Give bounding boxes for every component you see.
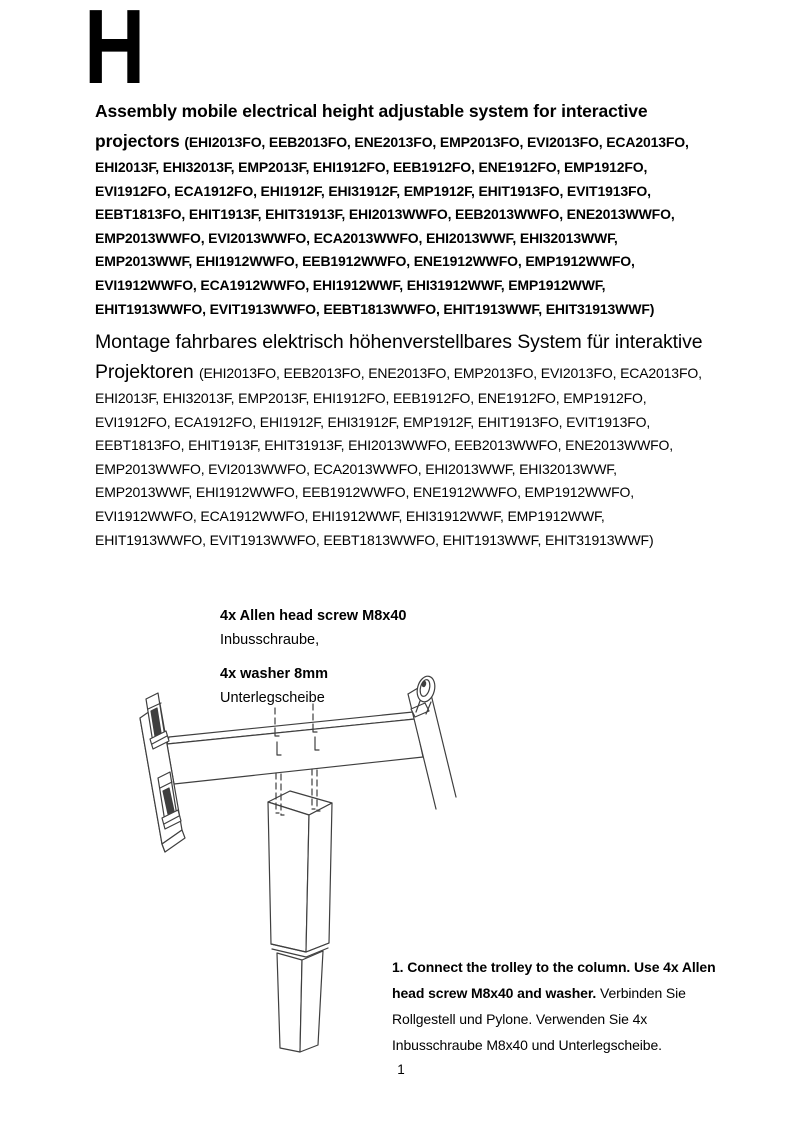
- column: [268, 791, 332, 1052]
- brand-logo-h: H: [84, 0, 144, 106]
- page-number: 1: [397, 1062, 405, 1077]
- german-title: Montage fahrbares elektrisch höhenverstellbares System für interaktive Projektoren: [95, 331, 703, 383]
- english-title: Assembly mobile electrical height adjustable system for interactive projectors: [95, 101, 648, 151]
- part-washer-label-en: 4x washer 8mm: [220, 666, 329, 682]
- step-1-instruction: [392, 954, 722, 1058]
- part-allen-screw-label-de: Inbusschraube,: [220, 632, 320, 648]
- crossbar-beam: [167, 712, 423, 784]
- german-model-list: (EHI2013FO, EEB2013FO, ENE2013FO, EMP2013FO, EVI2013FO, ECA2013FO, EHI2013F, EHI32013F, EMP2013F, EHI1912FO, EEB1912FO, ENE1912FO, EMP1912FO, EVI1912FO, ECA1912FO, EHI1912F, EHI31912F, EMP1912F, EHIT1913FO, EVIT1913FO, EEBT1813FO, EHIT1913F, EHIT31913F, EHI2013WWFO, EEB2013WWFO, ENE2013WWFO, EMP2013WWFO, EVI2013WWFO, ECA2013WWFO, EHI2013WWF, EHI32013WWF, EMP2013WWF, EHI1912WWFO, EEB1912WWFO, ENE1912WWFO, EMP1912WWFO, EVI1912WWFO, ECA1912WWFO, EHI1912WWF, EHI31912WWF, EMP1912WWF, EHIT1913WWFO, EVIT1913WWFO, EEBT1813WWFO, EHIT1913WWF, EHIT31913WWF): [95, 365, 702, 548]
- english-heading: [95, 96, 715, 321]
- english-model-list: (EHI2013FO, EEB2013FO, ENE2013FO, EMP2013FO, EVI2013FO, ECA2013FO, EHI2013F, EHI32013F, EMP2013F, EHI1912FO, EEB1912FO, ENE1912FO, EMP1912FO, EVI1912FO, ECA1912FO, EHI1912F, EHI31912F, EMP1912F, EHIT1913FO, EVIT1913FO, EEBT1813FO, EHIT1913F, EHIT31913F, EHI2013WWFO, EEB2013WWFO, ENE2013WWFO, EMP2013WWFO, EVI2013WWFO, ECA2013WWFO, EHI2013WWF, EHI32013WWF, EMP2013WWF, EHI1912WWFO, EEB1912WWFO, ENE1912WWFO, EMP1912WWFO, EVI1912WWFO, ECA1912WWFO, EHI1912WWF, EHI31912WWF, EMP1912WWF, EHIT1913WWFO, EVIT1913WWFO, EEBT1813WWFO, EHIT1913WWF, EHIT31913WWF): [95, 134, 689, 317]
- part-allen-screw-label-en: 4x Allen head screw M8x40: [220, 608, 407, 624]
- part-washer-label-de: Unterlegscheibe: [220, 690, 325, 706]
- step-1-instruction-de: Verbinden Sie Rollgestell und Pylone. Verwenden Sie 4x Inbusschraube M8x40 und Unterlegscheibe.: [392, 985, 686, 1053]
- german-heading: [95, 327, 717, 552]
- step-1-instruction-en: 1. Connect the trolley to the column. Use 4x Allen head screw M8x40 and washer.: [392, 959, 716, 1001]
